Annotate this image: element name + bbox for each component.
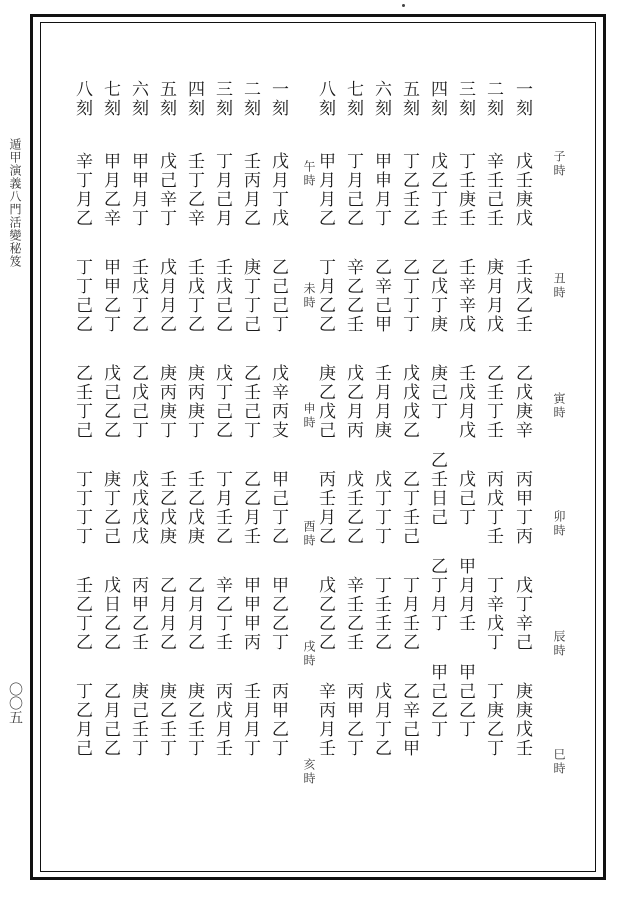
right-column-6 (371, 80, 390, 758)
stem-cell: 庚月月戊 (483, 258, 503, 334)
stem-cell: 辛乙丁壬 (212, 576, 232, 652)
hour-label-left: 申時 (302, 402, 316, 430)
quarter-header: 六刻 (128, 80, 148, 118)
stem-cell: 乙乙月壬 (240, 470, 260, 546)
stem-cell: 乙丁丁丁 (399, 258, 419, 334)
stem-cell: 壬戊丁乙 (184, 258, 204, 334)
quarter-header: 三刻 (455, 80, 475, 118)
right-column-5 (399, 80, 418, 758)
quarter-header: 一刻 (512, 80, 532, 118)
stem-cell: 戊戊戊戊 (128, 470, 148, 546)
hour-label-left: 午時 (302, 160, 316, 188)
quarter-header: 四刻 (184, 80, 204, 118)
stem-cell: 丁壬庚壬 (455, 152, 475, 228)
stem-cell: 戊月丁乙 (371, 682, 391, 758)
stem-cell: 辛乙乙壬 (343, 258, 363, 334)
stem-cell: 甲甲甲丙 (240, 576, 260, 652)
hour-label: 子時 (552, 150, 566, 178)
stem-cell: 丙甲乙丁 (268, 682, 288, 758)
stem-cell: 乙戊丁庚 (427, 258, 447, 334)
stem-cell: 庚乙壬丁 (156, 682, 176, 758)
right-column-7 (343, 80, 362, 758)
quarter-header: 五刻 (399, 80, 419, 118)
hour-label: 卯時 (552, 510, 566, 538)
stem-cell: 戊戊戊乙 (399, 364, 419, 440)
stem-cell: 戊丁辛己 (512, 576, 532, 652)
stem-cell: 丙戊月壬 (212, 682, 232, 758)
stem-cell: 丁月己月 (212, 152, 232, 228)
quarter-header: 五刻 (156, 80, 176, 118)
stem-cell: 丙壬月乙 (315, 470, 335, 546)
page-number: 〇〇五 (7, 682, 23, 724)
stem-cell: 甲己乙丁 (427, 663, 447, 739)
stem-cell: 戊丁丁丁 (371, 470, 391, 546)
stem-cell: 丁月壬乙 (212, 470, 232, 546)
hour-label-left: 酉時 (302, 520, 316, 548)
stem-cell: 乙辛己甲 (399, 682, 419, 758)
stem-cell: 庚丙庚丁 (156, 364, 176, 440)
stem-cell: 丁丁己乙 (72, 258, 92, 334)
stem-cell: 甲己丁乙 (268, 470, 288, 546)
stem-cell: 乙丁月丁 (427, 557, 447, 633)
hour-label-left: 未時 (302, 282, 316, 310)
left-column-6 (128, 80, 147, 758)
stem-cell: 丁乙月己 (72, 682, 92, 758)
stem-cell: 壬戊己乙 (212, 258, 232, 334)
hour-label: 巳時 (552, 748, 566, 776)
right-column-4 (427, 80, 446, 739)
scan-mark (402, 4, 405, 7)
stem-cell: 丁月乙乙 (315, 258, 335, 334)
stem-cell: 丙甲乙壬 (128, 576, 148, 652)
stem-cell: 戊乙乙乙 (315, 576, 335, 652)
stem-cell: 壬辛辛戊 (455, 258, 475, 334)
stem-cell: 戊月月乙 (156, 258, 176, 334)
stem-cell: 庚乙戊己 (315, 364, 335, 440)
stem-cell: 壬戊乙壬 (512, 258, 532, 334)
stem-cell: 庚丁乙己 (100, 470, 120, 546)
stem-cell: 甲月月乙 (315, 152, 335, 228)
stem-cell: 戊壬乙乙 (343, 470, 363, 546)
left-column-2 (240, 80, 259, 758)
stem-cell: 丁壬壬乙 (371, 576, 391, 652)
quarter-header: 八刻 (72, 80, 92, 118)
stem-cell: 戊乙月丙 (343, 364, 363, 440)
stem-cell: 丁丁丁丁 (72, 470, 92, 546)
stem-cell: 乙月月乙 (156, 576, 176, 652)
stem-cell: 乙戊庚辛 (512, 364, 532, 440)
quarter-header: 二刻 (240, 80, 260, 118)
stem-cell: 辛壬己壬 (483, 152, 503, 228)
stem-cell: 壬丁乙辛 (184, 152, 204, 228)
stem-cell: 戊日乙乙 (100, 576, 120, 652)
stem-cell: 甲乙乙丁 (268, 576, 288, 652)
hour-label: 辰時 (552, 630, 566, 658)
hour-label: 丑時 (552, 272, 566, 300)
stem-cell: 甲申月丁 (371, 152, 391, 228)
stem-cell: 戊月丁戊 (268, 152, 288, 228)
stem-cell: 戊己乙乙 (100, 364, 120, 440)
stem-cell: 甲月乙辛 (100, 152, 120, 228)
stem-cell: 乙月己乙 (100, 682, 120, 758)
left-column-7 (100, 80, 119, 758)
side-book-title: 遁甲演義八門活變秘笈 (8, 138, 22, 268)
right-column-2 (483, 80, 502, 758)
right-column-8 (315, 80, 334, 758)
quarter-header: 八刻 (315, 80, 335, 118)
stem-cell: 乙壬己丁 (240, 364, 260, 440)
stem-cell: 壬月月丁 (240, 682, 260, 758)
left-column-5 (156, 80, 175, 758)
quarter-header: 一刻 (268, 80, 288, 118)
stem-cell: 甲己乙丁 (455, 663, 475, 739)
stem-cell: 丁庚乙丁 (483, 682, 503, 758)
stem-cell: 庚己壬丁 (128, 682, 148, 758)
right-column-1 (512, 80, 531, 758)
stem-cell: 丁辛戊丁 (483, 576, 503, 652)
stem-cell: 丙甲丁丙 (512, 470, 532, 546)
stem-cell: 壬戊月戊 (455, 364, 475, 440)
stem-cell: 壬乙戊庚 (184, 470, 204, 546)
stem-cell: 戊己辛丁 (156, 152, 176, 228)
stem-cell: 乙壬丁己 (72, 364, 92, 440)
stem-cell: 庚丙庚丁 (184, 364, 204, 440)
right-column-3 (455, 80, 474, 739)
stem-cell: 丁月壬乙 (399, 576, 419, 652)
stem-cell: 乙丁壬己 (399, 470, 419, 546)
stem-cell: 乙月月乙 (184, 576, 204, 652)
stem-cell: 丁乙壬乙 (399, 152, 419, 228)
stem-cell: 庚庚戊壬 (512, 682, 532, 758)
stem-cell: 乙壬丁壬 (483, 364, 503, 440)
stem-cell: 戊己丁 (455, 470, 475, 527)
stem-cell: 壬丙月乙 (240, 152, 260, 228)
stem-cell: 庚丁丁己 (240, 258, 260, 334)
stem-cell: 甲甲乙丁 (100, 258, 120, 334)
stem-cell: 戊辛丙支 (268, 364, 288, 440)
stem-cell: 壬月月庚 (371, 364, 391, 440)
quarter-header: 七刻 (343, 80, 363, 118)
quarter-header: 三刻 (212, 80, 232, 118)
stem-cell: 乙壬日己 (427, 451, 447, 527)
left-column-8 (72, 80, 91, 758)
stem-cell: 甲月月壬 (455, 557, 475, 633)
stem-cell: 乙辛己甲 (371, 258, 391, 334)
stem-cell: 辛丙月壬 (315, 682, 335, 758)
hour-label-left: 亥時 (302, 758, 316, 786)
hour-label: 寅時 (552, 392, 566, 420)
hour-label-left: 戌時 (302, 640, 316, 668)
stem-cell: 壬乙戊庚 (156, 470, 176, 546)
quarter-header: 二刻 (483, 80, 503, 118)
stem-cell: 辛丁月乙 (72, 152, 92, 228)
stem-cell: 丙甲乙丁 (343, 682, 363, 758)
left-column-1 (268, 80, 287, 758)
stem-cell: 戊乙丁壬 (427, 152, 447, 228)
left-column-3 (212, 80, 231, 758)
quarter-header: 七刻 (100, 80, 120, 118)
stem-cell: 戊丁己乙 (212, 364, 232, 440)
stem-cell: 庚己丁 (427, 364, 447, 421)
stem-cell: 辛壬乙壬 (343, 576, 363, 652)
stem-cell: 壬乙丁乙 (72, 576, 92, 652)
stem-cell: 戊壬庚戊 (512, 152, 532, 228)
quarter-header: 六刻 (371, 80, 391, 118)
stem-cell: 壬戊丁乙 (128, 258, 148, 334)
stem-cell: 乙己己丁 (268, 258, 288, 334)
stem-cell: 乙戊己丁 (128, 364, 148, 440)
stem-cell: 甲甲月丁 (128, 152, 148, 228)
stem-cell: 丙戊丁壬 (483, 470, 503, 546)
quarter-header: 四刻 (427, 80, 447, 118)
stem-cell: 庚乙壬丁 (184, 682, 204, 758)
left-column-4 (184, 80, 203, 758)
stem-cell: 丁月己乙 (343, 152, 363, 228)
